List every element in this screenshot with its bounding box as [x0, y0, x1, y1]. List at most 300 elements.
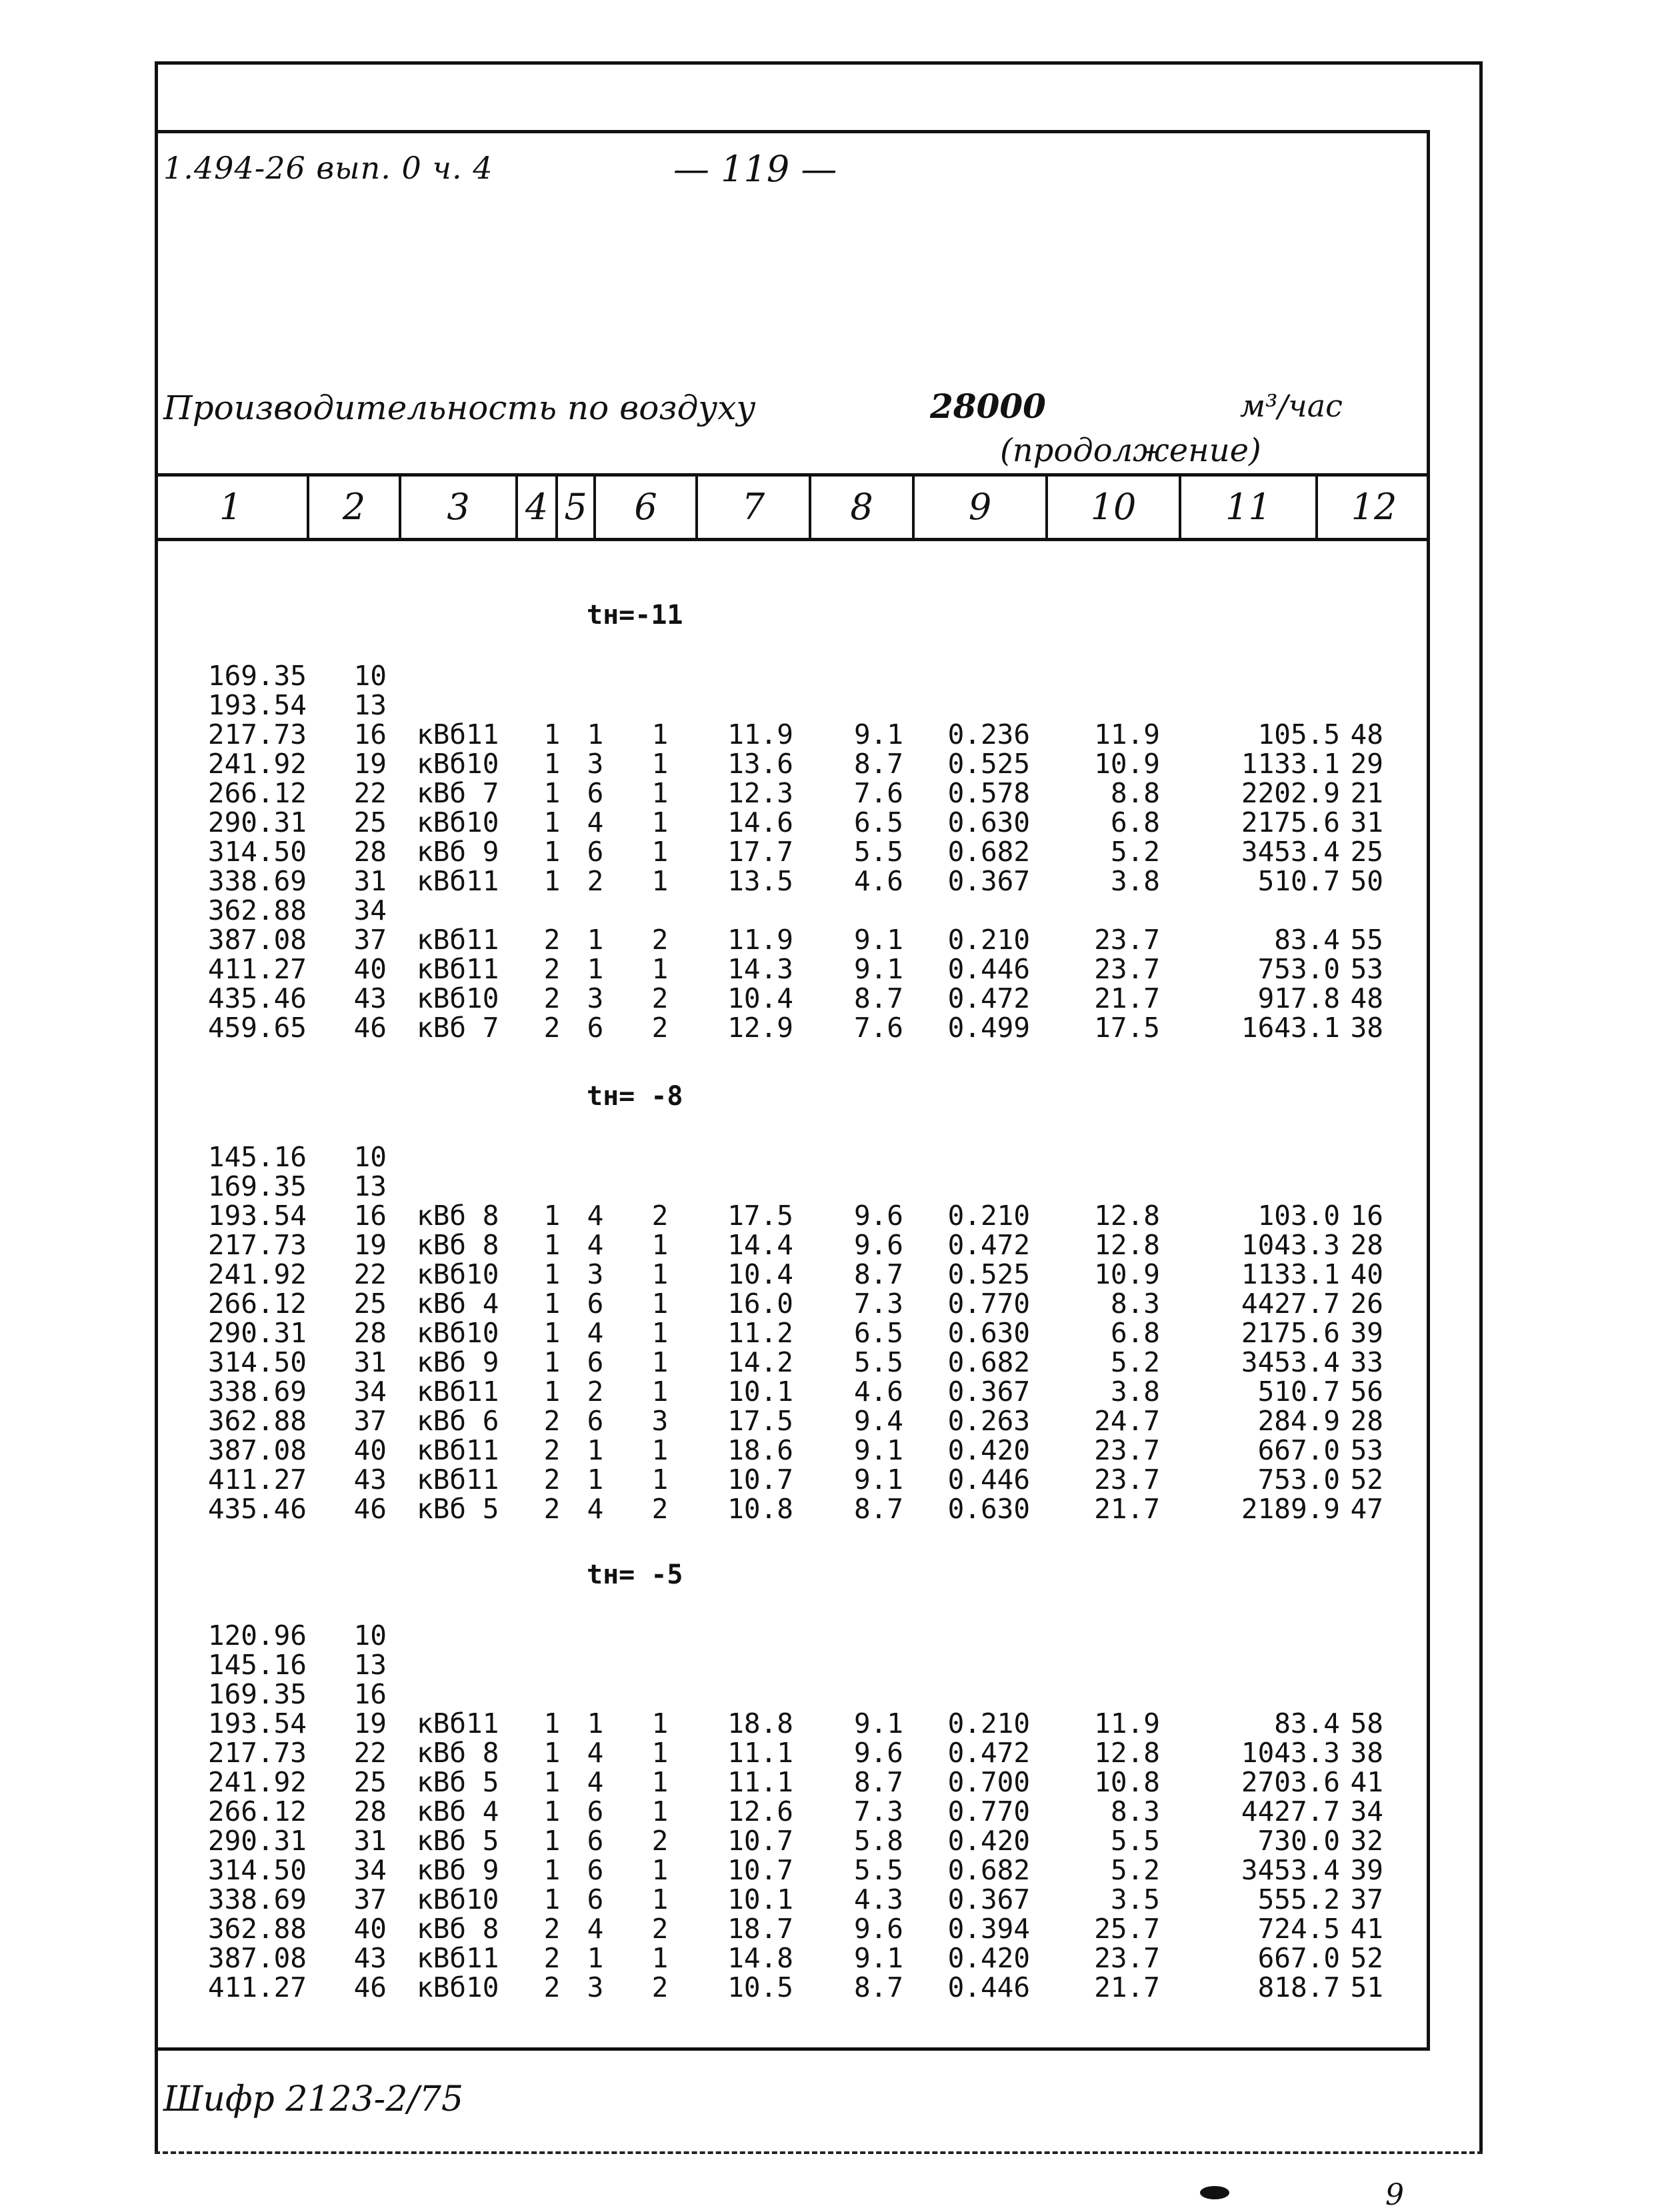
cell-col-3: кВб11 [417, 1376, 499, 1408]
table-row [0, 1465, 1467, 1494]
cell-col-8: 8.7 [853, 1766, 903, 1798]
table-row [0, 1289, 1467, 1318]
cell-col-5: 3 [587, 748, 604, 780]
cell-col-3: кВб11 [417, 865, 499, 897]
cell-col-12: 16 [1350, 1200, 1383, 1232]
cell-col-10: 8.3 [1110, 1795, 1160, 1827]
cell-col-6: 2 [651, 1913, 669, 1945]
cell-col-1: 169.35 [207, 1678, 307, 1710]
cell-col-1: 411.27 [207, 1464, 307, 1496]
cell-col-3: кВб 6 [417, 1405, 499, 1437]
cell-col-2: 43 [353, 1942, 387, 1974]
cell-col-7: 12.9 [727, 1012, 793, 1044]
table-row [0, 1943, 1467, 1973]
cell-col-6: 1 [651, 1317, 669, 1349]
table-row [0, 954, 1467, 984]
cell-col-7: 10.1 [727, 1883, 793, 1915]
cell-col-4: 1 [543, 777, 561, 809]
ink-blot [1200, 2186, 1229, 2199]
table-row [0, 749, 1467, 778]
cell-col-2: 19 [353, 1229, 387, 1261]
cell-col-8: 4.3 [853, 1883, 903, 1915]
cell-col-5: 3 [587, 982, 604, 1014]
cell-col-4: 2 [543, 924, 561, 956]
cell-col-7: 16.0 [727, 1288, 793, 1320]
table-row [0, 720, 1467, 749]
cell-col-12: 39 [1350, 1854, 1383, 1886]
cell-col-7: 12.3 [727, 777, 793, 809]
cell-col-9: 0.236 [947, 718, 1030, 750]
column-header-10: 10 [1048, 477, 1181, 538]
cell-col-1: 169.35 [207, 660, 307, 692]
cell-col-12: 41 [1350, 1766, 1383, 1798]
cell-col-6: 1 [651, 1883, 669, 1915]
cell-col-2: 22 [353, 777, 387, 809]
cell-col-1: 241.92 [207, 1766, 307, 1798]
cell-col-2: 31 [353, 865, 387, 897]
cell-col-9: 0.630 [947, 1317, 1030, 1349]
cell-col-9: 0.367 [947, 1883, 1030, 1915]
cell-col-9: 0.210 [947, 1200, 1030, 1232]
cell-col-11: 83.4 [1274, 1707, 1340, 1739]
cell-col-12: 29 [1350, 748, 1383, 780]
cell-col-7: 11.2 [727, 1317, 793, 1349]
cell-col-4: 2 [543, 1971, 561, 2003]
cell-col-12: 31 [1350, 806, 1383, 838]
cell-col-3: кВб11 [417, 1942, 499, 1974]
cell-col-6: 2 [651, 1200, 669, 1232]
cell-col-9: 0.420 [947, 1942, 1030, 1974]
cell-col-12: 28 [1350, 1229, 1383, 1261]
table-row [0, 1973, 1467, 2002]
cell-col-4: 1 [543, 865, 561, 897]
table-row [0, 778, 1467, 808]
table-row [0, 1013, 1467, 1042]
cell-col-1: 435.46 [207, 982, 307, 1014]
cell-col-9: 0.682 [947, 1346, 1030, 1378]
cell-col-12: 52 [1350, 1942, 1383, 1974]
cell-col-7: 13.5 [727, 865, 793, 897]
cell-col-6: 1 [651, 865, 669, 897]
cell-col-12: 48 [1350, 982, 1383, 1014]
cell-col-4: 1 [543, 1376, 561, 1408]
cell-col-11: 105.5 [1257, 718, 1340, 750]
cell-col-8: 9.1 [853, 953, 903, 985]
cell-col-2: 34 [353, 1854, 387, 1886]
cell-col-8: 7.3 [853, 1795, 903, 1827]
cell-col-2: 19 [353, 1707, 387, 1739]
table-row [0, 1914, 1467, 1943]
cell-col-11: 2703.6 [1241, 1766, 1340, 1798]
cell-col-7: 10.8 [727, 1493, 793, 1525]
cell-col-3: кВб10 [417, 1258, 499, 1290]
table-row [0, 1797, 1467, 1826]
cell-col-8: 5.5 [853, 1346, 903, 1378]
cell-col-1: 314.50 [207, 1346, 307, 1378]
cell-col-7: 13.6 [727, 748, 793, 780]
cell-col-10: 23.7 [1094, 924, 1160, 956]
page-title: Производительность по воздуху [163, 389, 756, 427]
cell-col-3: кВб 8 [417, 1737, 499, 1769]
cell-col-1: 411.27 [207, 1971, 307, 2003]
cell-col-6: 3 [651, 1405, 669, 1437]
page-number: — 119 — [673, 148, 837, 190]
cell-col-1: 169.35 [207, 1170, 307, 1202]
cell-col-4: 2 [543, 982, 561, 1014]
cell-col-3: кВб 9 [417, 1346, 499, 1378]
cell-col-7: 11.1 [727, 1766, 793, 1798]
cell-col-4: 1 [543, 1229, 561, 1261]
cell-col-7: 11.9 [727, 718, 793, 750]
cell-col-5: 6 [587, 777, 604, 809]
cell-col-7: 10.5 [727, 1971, 793, 2003]
cell-col-12: 34 [1350, 1795, 1383, 1827]
cell-col-1: 145.16 [207, 1141, 307, 1173]
table-row [0, 1142, 1467, 1172]
cell-col-7: 18.6 [727, 1434, 793, 1466]
cell-col-10: 3.5 [1110, 1883, 1160, 1915]
cell-col-10: 23.7 [1094, 1942, 1160, 1974]
cell-col-5: 4 [587, 1737, 604, 1769]
cell-col-12: 38 [1350, 1737, 1383, 1769]
cell-col-2: 40 [353, 953, 387, 985]
cell-col-6: 1 [651, 1737, 669, 1769]
cell-col-5: 6 [587, 1854, 604, 1886]
cell-col-6: 1 [651, 836, 669, 868]
cell-col-8: 8.7 [853, 748, 903, 780]
column-header-5: 5 [558, 477, 596, 538]
cell-col-12: 47 [1350, 1493, 1383, 1525]
cell-col-1: 120.96 [207, 1620, 307, 1652]
cell-col-7: 11.9 [727, 924, 793, 956]
cell-col-8: 6.5 [853, 806, 903, 838]
cell-col-8: 5.5 [853, 836, 903, 868]
cell-col-5: 3 [587, 1258, 604, 1290]
cell-col-3: кВб 9 [417, 1854, 499, 1886]
cell-col-11: 1643.1 [1241, 1012, 1340, 1044]
cell-col-11: 2175.6 [1241, 806, 1340, 838]
cell-col-8: 9.1 [853, 1942, 903, 1974]
cell-col-6: 1 [651, 748, 669, 780]
cell-col-6: 1 [651, 953, 669, 985]
cell-col-10: 24.7 [1094, 1405, 1160, 1437]
cell-col-8: 9.4 [853, 1405, 903, 1437]
cell-col-8: 9.1 [853, 1464, 903, 1496]
cell-col-8: 5.5 [853, 1854, 903, 1886]
cell-col-2: 34 [353, 1376, 387, 1408]
cell-col-12: 28 [1350, 1405, 1383, 1437]
cell-col-2: 10 [353, 1620, 387, 1652]
cell-col-9: 0.682 [947, 1854, 1030, 1886]
cell-col-10: 11.9 [1094, 1707, 1160, 1739]
cell-col-3: кВб10 [417, 1317, 499, 1349]
cell-col-4: 1 [543, 1288, 561, 1320]
cell-col-3: кВб11 [417, 1707, 499, 1739]
cell-col-9: 0.630 [947, 1493, 1030, 1525]
cell-col-1: 193.54 [207, 1200, 307, 1232]
cell-col-10: 17.5 [1094, 1012, 1160, 1044]
cell-col-5: 4 [587, 1200, 604, 1232]
airflow-capacity: 28000 [930, 387, 1046, 426]
cell-col-9: 0.394 [947, 1913, 1030, 1945]
section-title: tн= -5 [587, 1560, 683, 1590]
page-frame-bottom [155, 2151, 1483, 2154]
cell-col-12: 41 [1350, 1913, 1383, 1945]
cell-col-1: 459.65 [207, 1012, 307, 1044]
cell-col-12: 53 [1350, 1434, 1383, 1466]
cell-col-1: 314.50 [207, 1854, 307, 1886]
cell-col-4: 2 [543, 1913, 561, 1945]
cell-col-10: 23.7 [1094, 1464, 1160, 1496]
cell-col-7: 10.4 [727, 1258, 793, 1290]
cell-col-9: 0.420 [947, 1825, 1030, 1857]
cell-col-8: 9.6 [853, 1229, 903, 1261]
cell-col-11: 83.4 [1274, 924, 1340, 956]
cell-col-2: 10 [353, 660, 387, 692]
cell-col-7: 10.1 [727, 1376, 793, 1408]
cell-col-9: 0.525 [947, 1258, 1030, 1290]
cell-col-4: 1 [543, 1737, 561, 1769]
cell-col-5: 6 [587, 836, 604, 868]
cell-col-7: 14.3 [727, 953, 793, 985]
table-row [0, 925, 1467, 954]
cell-col-8: 9.6 [853, 1737, 903, 1769]
cell-col-1: 241.92 [207, 1258, 307, 1290]
table-row [0, 1406, 1467, 1436]
cell-col-1: 217.73 [207, 1229, 307, 1261]
cell-col-2: 19 [353, 748, 387, 780]
table-row [0, 896, 1467, 925]
cell-col-1: 193.54 [207, 689, 307, 721]
cell-col-8: 8.7 [853, 1493, 903, 1525]
cell-col-3: кВб 5 [417, 1825, 499, 1857]
cell-col-6: 1 [651, 1376, 669, 1408]
cell-col-2: 46 [353, 1493, 387, 1525]
cell-col-12: 37 [1350, 1883, 1383, 1915]
cell-col-10: 5.2 [1110, 1346, 1160, 1378]
cell-col-6: 1 [651, 1854, 669, 1886]
cell-col-12: 52 [1350, 1464, 1383, 1496]
cell-col-12: 48 [1350, 718, 1383, 750]
cell-col-8: 8.7 [853, 982, 903, 1014]
cell-col-3: кВб10 [417, 1971, 499, 2003]
cell-col-1: 266.12 [207, 1288, 307, 1320]
cell-col-1: 362.88 [207, 1913, 307, 1945]
cell-col-1: 387.08 [207, 1942, 307, 1974]
cell-col-2: 16 [353, 1678, 387, 1710]
cell-col-6: 1 [651, 1766, 669, 1798]
cell-col-11: 667.0 [1257, 1942, 1340, 1974]
cell-col-2: 22 [353, 1737, 387, 1769]
cell-col-4: 1 [543, 1707, 561, 1739]
cell-col-7: 10.7 [727, 1464, 793, 1496]
cell-col-2: 25 [353, 1766, 387, 1798]
cell-col-8: 9.1 [853, 1707, 903, 1739]
cell-col-10: 12.8 [1094, 1200, 1160, 1232]
cell-col-9: 0.472 [947, 1737, 1030, 1769]
cell-col-6: 1 [651, 1229, 669, 1261]
cell-col-10: 21.7 [1094, 1493, 1160, 1525]
cell-col-11: 2189.9 [1241, 1493, 1340, 1525]
column-header-1: 1 [155, 477, 309, 538]
cell-col-2: 37 [353, 924, 387, 956]
table-row [0, 1679, 1467, 1709]
table-row [0, 1494, 1467, 1524]
table-row [0, 837, 1467, 866]
cell-col-1: 145.16 [207, 1649, 307, 1681]
cell-col-2: 37 [353, 1883, 387, 1915]
cell-col-4: 1 [543, 806, 561, 838]
cell-col-10: 5.2 [1110, 1854, 1160, 1886]
cell-col-11: 724.5 [1257, 1913, 1340, 1945]
table-row [0, 1650, 1467, 1679]
cell-col-11: 284.9 [1257, 1405, 1340, 1437]
cell-col-2: 25 [353, 1288, 387, 1320]
cell-col-10: 12.8 [1094, 1229, 1160, 1261]
cell-col-6: 1 [651, 1707, 669, 1739]
table-row [0, 984, 1467, 1013]
cell-col-11: 818.7 [1257, 1971, 1340, 2003]
cell-col-11: 730.0 [1257, 1825, 1340, 1857]
cell-col-4: 1 [543, 1346, 561, 1378]
continuation-note: (продолжение) [1000, 432, 1261, 469]
cell-col-10: 3.8 [1110, 865, 1160, 897]
table-row [0, 1621, 1467, 1650]
cell-col-11: 510.7 [1257, 865, 1340, 897]
cell-col-9: 0.630 [947, 806, 1030, 838]
cell-col-9: 0.263 [947, 1405, 1030, 1437]
cell-col-5: 4 [587, 1913, 604, 1945]
cell-col-10: 23.7 [1094, 953, 1160, 985]
table-row [0, 1709, 1467, 1738]
cell-col-3: кВб 4 [417, 1288, 499, 1320]
table-row [0, 1377, 1467, 1406]
cell-col-12: 53 [1350, 953, 1383, 985]
cell-col-3: кВб10 [417, 748, 499, 780]
cell-col-7: 17.7 [727, 836, 793, 868]
cell-col-5: 1 [587, 924, 604, 956]
cell-col-1: 362.88 [207, 894, 307, 926]
cell-col-5: 6 [587, 1795, 604, 1827]
cell-col-2: 13 [353, 689, 387, 721]
cell-col-4: 1 [543, 1258, 561, 1290]
cell-col-4: 2 [543, 1493, 561, 1525]
cell-col-10: 8.8 [1110, 777, 1160, 809]
cell-col-4: 2 [543, 1434, 561, 1466]
cell-col-4: 2 [543, 953, 561, 985]
cell-col-7: 17.5 [727, 1200, 793, 1232]
cell-col-6: 1 [651, 1258, 669, 1290]
cell-col-12: 50 [1350, 865, 1383, 897]
column-header-12: 12 [1351, 486, 1397, 528]
cell-col-12: 40 [1350, 1258, 1383, 1290]
cell-col-2: 13 [353, 1649, 387, 1681]
cell-col-12: 39 [1350, 1317, 1383, 1349]
cell-col-5: 6 [587, 1012, 604, 1044]
column-header-row [155, 473, 1430, 541]
cell-col-10: 21.7 [1094, 982, 1160, 1014]
cell-col-3: кВб 5 [417, 1493, 499, 1525]
cell-col-1: 314.50 [207, 836, 307, 868]
cell-col-3: кВб 4 [417, 1795, 499, 1827]
cell-col-9: 0.367 [947, 865, 1030, 897]
table-row [0, 1230, 1467, 1260]
cell-col-5: 6 [587, 1825, 604, 1857]
cell-col-10: 10.9 [1094, 1258, 1160, 1290]
cell-col-7: 10.7 [727, 1854, 793, 1886]
column-header-7: 7 [698, 477, 811, 538]
cell-col-4: 2 [543, 1012, 561, 1044]
cell-col-2: 16 [353, 1200, 387, 1232]
cell-col-2: 16 [353, 718, 387, 750]
cell-col-9: 0.472 [947, 982, 1030, 1014]
cell-col-8: 7.6 [853, 777, 903, 809]
cell-col-6: 2 [651, 1012, 669, 1044]
cell-col-1: 338.69 [207, 1376, 307, 1408]
cell-col-3: кВб11 [417, 953, 499, 985]
cell-col-5: 3 [587, 1971, 604, 2003]
cell-col-5: 6 [587, 1405, 604, 1437]
cell-col-3: кВб10 [417, 806, 499, 838]
cell-col-6: 1 [651, 777, 669, 809]
cell-col-12: 51 [1350, 1971, 1383, 2003]
table-row [0, 1826, 1467, 1855]
cell-col-7: 18.8 [727, 1707, 793, 1739]
cell-col-6: 2 [651, 1971, 669, 2003]
cell-col-2: 43 [353, 982, 387, 1014]
cell-col-9: 0.770 [947, 1288, 1030, 1320]
cell-col-10: 12.8 [1094, 1737, 1160, 1769]
cell-col-1: 217.73 [207, 1737, 307, 1769]
cell-col-2: 37 [353, 1405, 387, 1437]
cell-col-2: 28 [353, 1317, 387, 1349]
cell-col-11: 753.0 [1257, 1464, 1340, 1496]
column-header-9: 9 [915, 477, 1048, 538]
cipher-code: Шифр 2123-2/75 [163, 2079, 464, 2119]
cell-col-11: 555.2 [1257, 1883, 1340, 1915]
cell-col-2: 40 [353, 1434, 387, 1466]
cell-col-4: 1 [543, 1883, 561, 1915]
cell-col-10: 21.7 [1094, 1971, 1160, 2003]
cell-col-9: 0.525 [947, 748, 1030, 780]
cell-col-5: 1 [587, 1942, 604, 1974]
cell-col-2: 28 [353, 836, 387, 868]
cell-col-8: 7.3 [853, 1288, 903, 1320]
cell-col-2: 31 [353, 1825, 387, 1857]
cell-col-8: 9.1 [853, 924, 903, 956]
cell-col-6: 1 [651, 718, 669, 750]
cell-col-11: 1133.1 [1241, 748, 1340, 780]
cell-col-8: 8.7 [853, 1971, 903, 2003]
cell-col-10: 10.8 [1094, 1766, 1160, 1798]
cell-col-3: кВб 5 [417, 1766, 499, 1798]
cell-col-10: 11.9 [1094, 718, 1160, 750]
table-row [0, 1767, 1467, 1797]
cell-col-11: 1133.1 [1241, 1258, 1340, 1290]
cell-col-1: 241.92 [207, 748, 307, 780]
corner-mark: 9 [1385, 2178, 1404, 2212]
table-row [0, 1260, 1467, 1289]
cell-col-8: 9.1 [853, 718, 903, 750]
cell-col-5: 6 [587, 1346, 604, 1378]
cell-col-11: 1043.3 [1241, 1229, 1340, 1261]
cell-col-5: 1 [587, 953, 604, 985]
cell-col-10: 5.2 [1110, 836, 1160, 868]
cell-col-12: 26 [1350, 1288, 1383, 1320]
cell-col-9: 0.420 [947, 1434, 1030, 1466]
cell-col-6: 2 [651, 982, 669, 1014]
cell-col-4: 1 [543, 718, 561, 750]
